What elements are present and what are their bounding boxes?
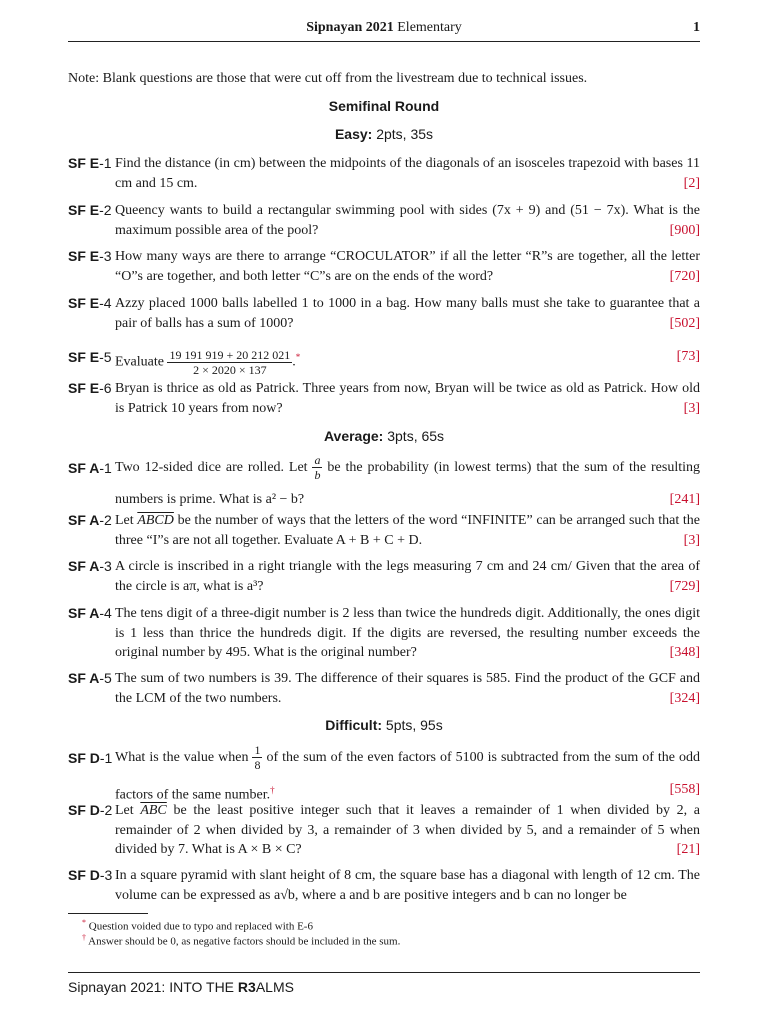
problem-text: The tens digit of a three-digit number is 2 less than twice the hundreds digit. Additionally, the ones digit is 1 less than thrice the hundreds digit. If the digits are reversed, the resulting number exceeds the original number by 495. What is the original number? bbox=[115, 606, 700, 660]
problem-label: SF A-3 bbox=[68, 558, 112, 574]
answer: [900] bbox=[669, 222, 700, 238]
page-header bbox=[68, 20, 700, 42]
problem-label: SF E-3 bbox=[68, 248, 112, 264]
overlined-number: ABCD bbox=[137, 513, 174, 528]
header-title: Sipnayan 2021 Elementary bbox=[306, 20, 462, 35]
problem-label: SF E-4 bbox=[68, 295, 112, 311]
problem-e1 bbox=[68, 154, 700, 193]
answer: [21] bbox=[676, 842, 700, 857]
problem-label: SF E-1 bbox=[68, 155, 112, 171]
problem-text: How many ways are there to arrange “CROCULATOR” if all the letter “R”s are together, all the letter “O”s are together, and both letter “C”s are on the ends of the word? bbox=[115, 249, 700, 284]
problem-label: SF A-1 bbox=[68, 460, 112, 476]
problem-d3 bbox=[68, 866, 700, 905]
section-easy-heading: Easy: 2pts, 35s bbox=[334, 126, 434, 142]
problem-e6 bbox=[68, 379, 700, 418]
answer: [558] bbox=[669, 782, 700, 797]
problem-a2 bbox=[68, 511, 700, 550]
problem-text: be the least positive integer such that it leaves a remainder of 1 when divided by 2, a remainder of 2 when divided by 3, a remainder of 3 when divided by 5, and a remainder of 5 when divided by 7. What is A × B × C? bbox=[115, 803, 701, 857]
problem-text: of the sum of the even factors of 5100 is subtracted from the sum of the odd factors of the same number. bbox=[115, 750, 701, 803]
answer: [348] bbox=[669, 645, 700, 660]
problem-label: SF E-6 bbox=[68, 380, 112, 396]
footnote-2: † Answer should be 0, as negative factors should be included in the sum. bbox=[82, 933, 401, 948]
fraction: $\frac{19 191 919 + 20 212 021}{2 \times 2020 \times 137}$ bbox=[169, 347, 291, 377]
answer: [3] bbox=[683, 400, 700, 416]
problem-e2 bbox=[68, 201, 700, 240]
problem-text: Two 12-sided dice are rolled. Let bbox=[115, 460, 308, 475]
problem-label: SF A-5 bbox=[68, 670, 112, 686]
problem-a5 bbox=[68, 669, 700, 708]
page-number: 1 bbox=[693, 20, 700, 35]
problem-text: Evaluate bbox=[115, 354, 164, 370]
answer: [2] bbox=[683, 175, 700, 191]
section-average-heading: Average: 3pts, 65s bbox=[323, 428, 445, 444]
problem-text: be the number of ways that the letters of the word “INFINITE” can be arranged such that the three “I”s are not all together. Evaluate A + B + C + D. bbox=[115, 513, 701, 548]
problem-e3 bbox=[68, 247, 700, 286]
problem-e4 bbox=[68, 294, 700, 333]
problem-a3 bbox=[68, 557, 700, 596]
problem-text: Queency wants to build a rectangular swimming pool with sides (7x + 9) and (51 − 7x). What is the maximum possible area of the pool? bbox=[115, 203, 700, 238]
problem-text: The sum of two numbers is 39. The difference of their squares is 585. Find the product of the GCF and the LCM of the two numbers. bbox=[115, 671, 700, 706]
answer: [241] bbox=[669, 492, 700, 507]
note-text: Note: Blank questions are those that were cut off from the livestream due to technical issues. bbox=[68, 71, 588, 86]
footnote-marker: * bbox=[295, 352, 301, 362]
problem-label: SF D-1 bbox=[68, 750, 113, 766]
fraction: $\frac{1}{8}$ bbox=[254, 743, 261, 773]
problem-d2 bbox=[68, 801, 700, 860]
problem-a1 bbox=[68, 452, 700, 516]
page-footer: Sipnayan 2021: INTO THE R3ALMS bbox=[68, 972, 700, 995]
problem-text: A circle is inscribed in a right triangle with the legs measuring 7 cm and 24 cm/ Given that the area of the circle is aπ, what is a³? bbox=[115, 559, 700, 594]
problem-e5: SF E-5 Evaluate $\frac{19 191 919 + 20 212 021}{2 \times 2020 \times 137}$ .* [73] bbox=[68, 340, 700, 380]
overlined-number: $\overline{ABC}$ bbox=[140, 803, 167, 818]
answer: [324] bbox=[669, 690, 700, 706]
problem-text: In a square pyramid with slant height of 8 cm, the square base has a diagonal with length of 12 cm. The volume can be expressed as a√b, where a and b are positive integers and b can no longer be bbox=[115, 868, 700, 903]
problem-text: be the probability (in lowest terms) that the sum of the resulting numbers is prime. What is a² − b? bbox=[115, 460, 701, 507]
problem-label: SF E-2 bbox=[68, 202, 112, 218]
answer: [73] bbox=[676, 349, 700, 364]
problem-text: Let bbox=[115, 513, 134, 528]
problem-text: Let bbox=[115, 803, 134, 818]
footnote-marker: † bbox=[270, 785, 275, 795]
problem-label: SF A-2 bbox=[68, 512, 112, 528]
answer: [720] bbox=[669, 268, 700, 284]
section-difficult-heading: Difficult: 5pts, 95s bbox=[325, 717, 443, 733]
problem-label: SF D-3 bbox=[68, 867, 113, 883]
answer: [729] bbox=[669, 578, 700, 594]
round-title: Semifinal Round bbox=[328, 98, 440, 114]
problem-text: What is the value when bbox=[115, 750, 249, 765]
answer: [3] bbox=[683, 532, 700, 548]
fraction: $\frac{a}{b}$ bbox=[314, 453, 321, 483]
answer: [502] bbox=[669, 315, 700, 331]
problem-a4 bbox=[68, 604, 700, 663]
problem-label: SF D-2 bbox=[68, 802, 113, 818]
problem-text: Azzy placed 1000 balls labelled 1 to 1000 in a bag. How many balls must she take to guarantee that a pair of balls has a sum of 1000? bbox=[115, 296, 700, 331]
problem-text: Bryan is thrice as old as Patrick. Three years from now, Bryan will be twice as old as Patrick. How old is Patrick 10 years from now? bbox=[115, 381, 700, 416]
footnote-1: * Question voided due to typo and replaced with E-6 bbox=[82, 918, 313, 933]
footnote-divider bbox=[68, 913, 148, 914]
problem-label: SF A-4 bbox=[68, 605, 112, 621]
problem-label: SF E-5 bbox=[68, 349, 112, 365]
problem-text: Find the distance (in cm) between the midpoints of the diagonals of an isosceles trapezoid with bases 11 cm and 15 cm. bbox=[115, 156, 700, 191]
